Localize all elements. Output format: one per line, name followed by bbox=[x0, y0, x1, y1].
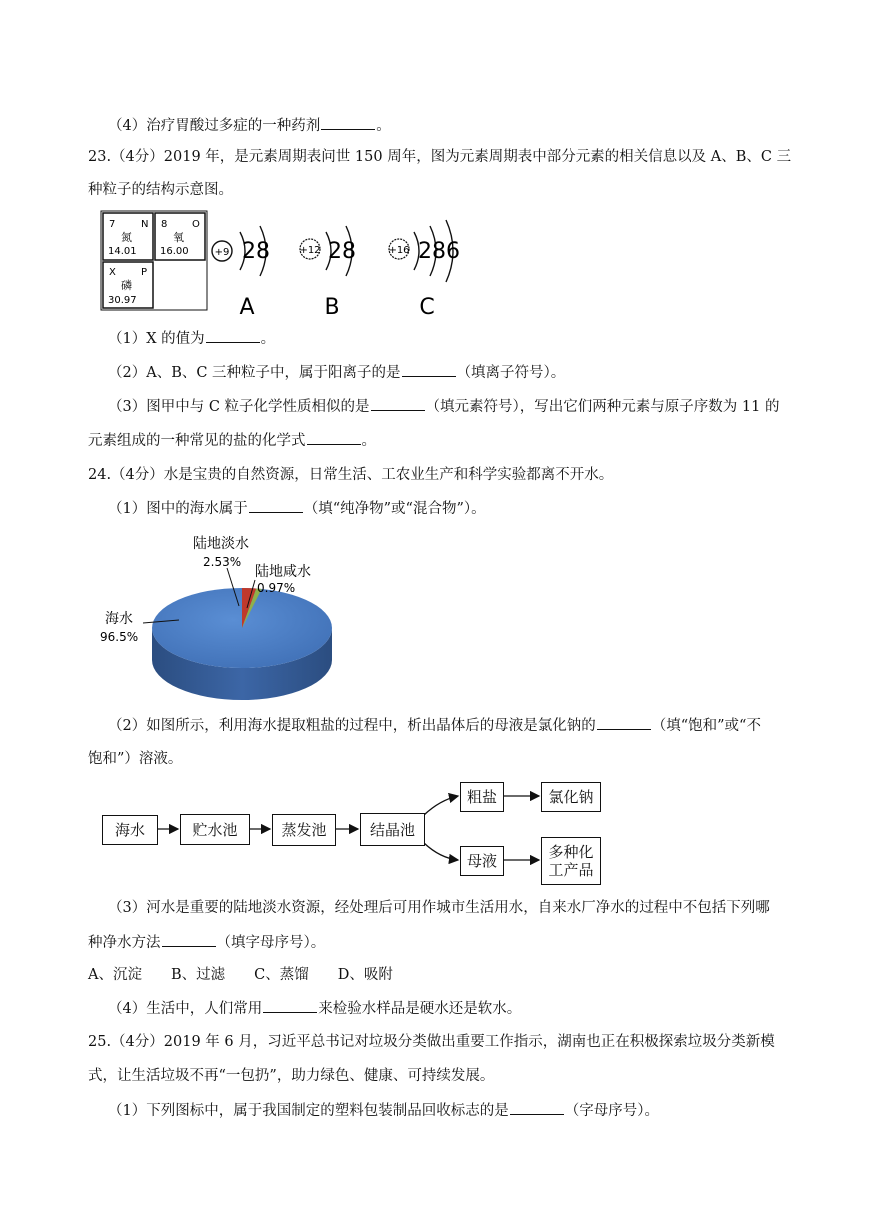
pie-label-seawater: 海水 bbox=[105, 611, 133, 627]
answer-blank[interactable] bbox=[510, 1100, 564, 1115]
p-symbol: P bbox=[141, 267, 148, 278]
pie-body bbox=[152, 588, 332, 700]
svg-text:286: 286 bbox=[418, 239, 460, 264]
svg-text:28: 28 bbox=[242, 239, 270, 264]
answer-blank[interactable] bbox=[371, 396, 425, 411]
flow-box-seawater: 海水 bbox=[102, 815, 158, 845]
answer-blank[interactable] bbox=[321, 115, 375, 130]
svg-text:+12: +12 bbox=[299, 245, 321, 256]
q25-sub1: （1）下列图标中，属于我国制定的塑料包装制品回收标志的是 （字母序号）。 bbox=[108, 1100, 659, 1121]
o-name: 氧 bbox=[173, 231, 184, 244]
q22-sub4: （4）治疗胃酸过多症的一种药剂 。 bbox=[108, 115, 391, 136]
q25-stem-line2: 式，让生活垃圾不再“一包扔”，助力绿色、健康、可持续发展。 bbox=[88, 1068, 495, 1084]
q24-options: A、沉淀 B、过滤 C、蒸馏 D、吸附 bbox=[88, 967, 393, 983]
water-distribution-pie-chart bbox=[95, 528, 355, 708]
q24-sub3-line2: 种净水方法 （填字母序号）。 bbox=[88, 932, 325, 953]
p-atomic-number: X bbox=[109, 267, 116, 278]
answer-blank[interactable] bbox=[307, 430, 361, 445]
svg-text:28: 28 bbox=[328, 239, 356, 264]
n-atomic-number: 7 bbox=[109, 219, 116, 230]
q24-sub3-line1: （3）河水是重要的陆地淡水资源，经处理后可用作城市生活用水，自来水厂净水的过程中不包括下列哪 bbox=[108, 900, 770, 916]
svg-text:+9: +9 bbox=[214, 247, 230, 258]
pie-label-salt-water: 陆地咸水 bbox=[255, 564, 311, 580]
flow-box-reservoir: 贮水池 bbox=[180, 814, 250, 845]
q25-stem-line1: 25.（4分）2019 年 6 月，习近平总书记对垃圾分类做出重要工作指示，湖南也正在积极探索垃圾分类新模 bbox=[88, 1034, 775, 1050]
svg-text:C: C bbox=[419, 295, 435, 320]
q24-sub1: （1）图中的海水属于 （填“纯净物”或“混合物”）。 bbox=[108, 498, 486, 519]
q23-sub2: （2）A、B、C 三种粒子中，属于阳离子的是 （填离子符号）。 bbox=[108, 362, 565, 383]
answer-blank[interactable] bbox=[206, 328, 260, 343]
svg-text:B: B bbox=[324, 295, 340, 320]
answer-blank[interactable] bbox=[162, 932, 216, 947]
q23-sub1: （1）X 的值为 。 bbox=[108, 328, 275, 349]
pie-value-seawater: 96.5% bbox=[100, 630, 139, 644]
q24-sub2-line1: （2）如图所示，利用海水提取粗盐的过程中，析出晶体后的母液是氯化钠的 （填“饱和”或“不 bbox=[108, 715, 761, 736]
svg-text:A: A bbox=[239, 295, 255, 320]
q24-sub2-line2: 饱和”）溶液。 bbox=[88, 751, 183, 767]
pie-label-fresh-water: 陆地淡水 bbox=[193, 536, 249, 552]
pie-value-fresh-water: 2.53% bbox=[203, 555, 242, 569]
p-name: 磷 bbox=[121, 279, 132, 292]
periodic-table-figure bbox=[100, 210, 480, 320]
q23-sub3-line1: （3）图甲中与 C 粒子化学性质相似的是 （填元素符号），写出它们两种元素与原子序数为 11 的 bbox=[108, 396, 779, 417]
answer-blank[interactable] bbox=[263, 998, 317, 1013]
particle-b bbox=[299, 226, 356, 320]
q24-stem: 24.（4分）水是宝贵的自然资源，日常生活、工农业生产和科学实验都离不开水。 bbox=[88, 467, 614, 483]
flow-box-crystallization-pond: 结晶池 bbox=[360, 813, 425, 846]
answer-blank[interactable] bbox=[597, 715, 651, 730]
particle-a bbox=[212, 226, 270, 320]
svg-text:+16: +16 bbox=[388, 245, 410, 256]
o-symbol: O bbox=[192, 219, 200, 230]
flow-box-crude-salt: 粗盐 bbox=[460, 782, 504, 812]
q23-stem-line2: 种粒子的结构示意图。 bbox=[88, 182, 233, 198]
flow-box-mother-liquor: 母液 bbox=[460, 846, 504, 876]
q23-sub3-line2: 元素组成的一种常见的盐的化学式 。 bbox=[88, 430, 376, 451]
flow-box-sodium-chloride: 氯化钠 bbox=[541, 782, 601, 812]
q24-sub4: （4）生活中，人们常用 来检验水样品是硬水还是软水。 bbox=[108, 998, 521, 1019]
flow-box-chemical-products: 多种化 工产品 bbox=[541, 837, 601, 885]
o-atomic-number: 8 bbox=[161, 219, 168, 230]
answer-blank[interactable] bbox=[249, 498, 303, 513]
particle-c bbox=[388, 220, 460, 320]
q23-stem-line1: 23.（4分）2019 年，是元素周期表问世 150 周年，图为元素周期表中部分元素的相关信息以及 A、B、C 三 bbox=[88, 149, 792, 165]
n-name: 氮 bbox=[121, 231, 132, 244]
flow-box-evaporation-pond: 蒸发池 bbox=[272, 814, 336, 846]
answer-blank[interactable] bbox=[402, 362, 456, 377]
p-mass: 30.97 bbox=[108, 295, 137, 306]
n-symbol: N bbox=[141, 219, 149, 230]
o-mass: 16.00 bbox=[160, 246, 189, 257]
pie-value-salt-water: 0.97% bbox=[257, 581, 296, 595]
n-mass: 14.01 bbox=[108, 246, 137, 257]
